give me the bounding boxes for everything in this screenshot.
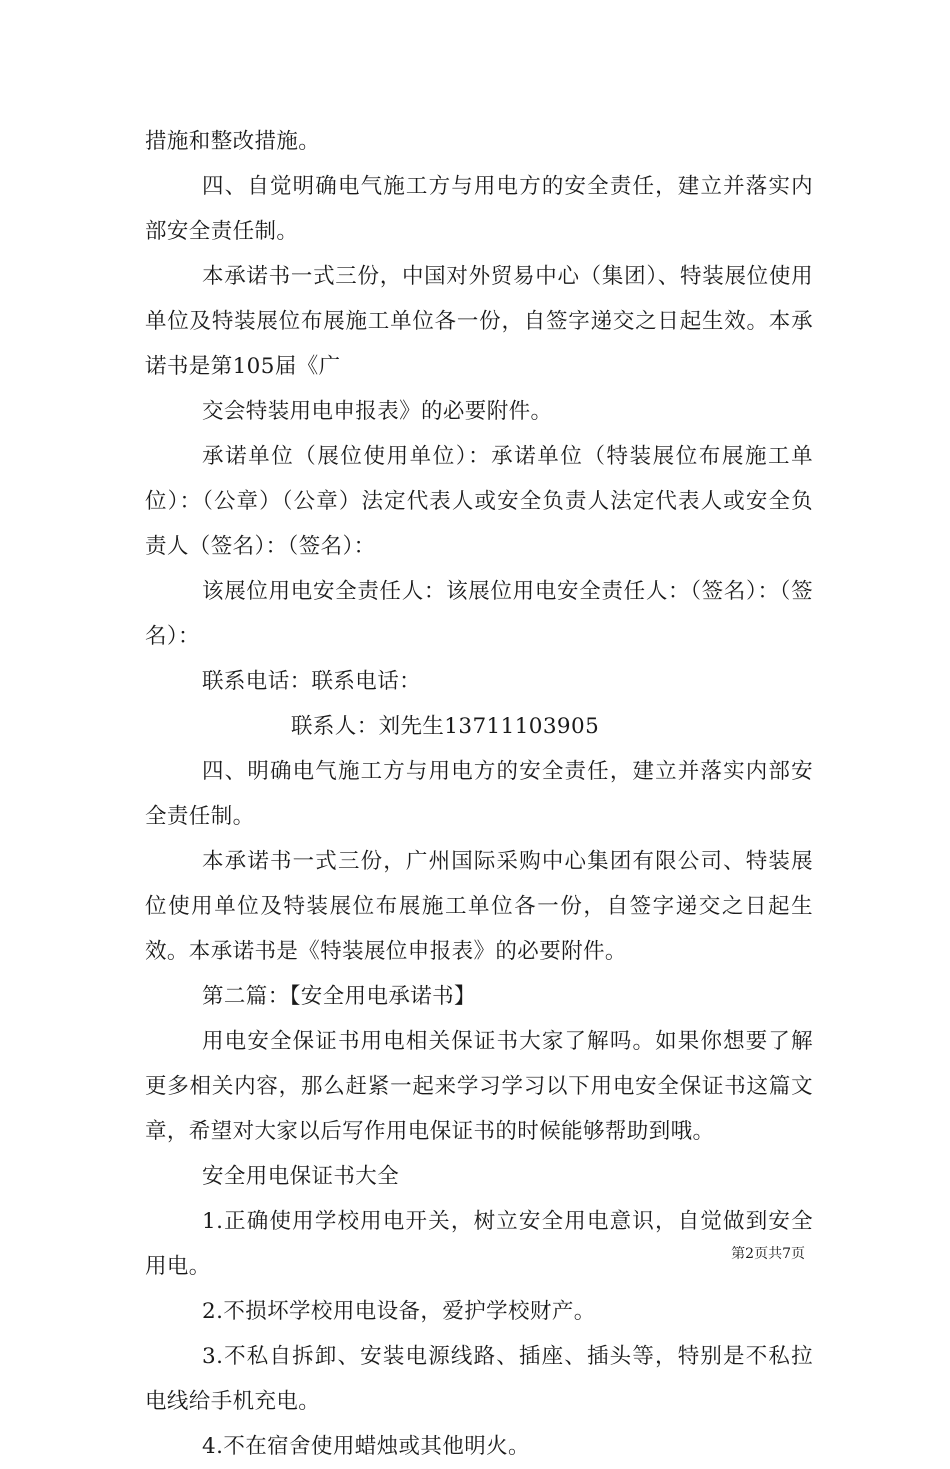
list-item-1: 1.正确使用学校用电开关，树立安全用电意识，自觉做到安全用电。 [145, 1209, 813, 1279]
paragraph-signing-units: 承诺单位（展位使用单位）：承诺单位（特装展位布展施工单位）：（公章）（公章）法定代表人或安全负责人法定代表人或安全负责人（签名）：（签名）： [145, 444, 813, 559]
paragraph-measures-end: 措施和整改措施。 [145, 129, 321, 154]
page-number: 第2页共7页 [731, 1246, 805, 1262]
list-item-4: 4.不在宿舍使用蜡烛或其他明火。 [202, 1434, 530, 1459]
paragraph-responsibility-1: 四、自觉明确电气施工方与用电方的安全责任，建立并落实内部安全责任制。 [145, 174, 813, 244]
paragraph-intro: 用电安全保证书用电相关保证书大家了解吗。如果你想要了解更多相关内容，那么赶紧一起来学习学习以下用电安全保证书这篇文章，希望对大家以后写作用电保证书的时候能够帮助到哦。 [145, 1029, 813, 1144]
paragraph-responsibility-2: 四、明确电气施工方与用电方的安全责任，建立并落实内部安全责任制。 [145, 759, 813, 829]
paragraph-copies-1-cont: 交会特装用电申报表》的必要附件。 [202, 399, 553, 424]
paragraph-copies-2: 本承诺书一式三份，广州国际采购中心集团有限公司、特装展位使用单位及特装展位布展施工单位各一份，自签字递交之日起生效。本承诺书是《特装展位申报表》的必要附件。 [145, 849, 813, 964]
list-heading: 安全用电保证书大全 [202, 1164, 400, 1189]
paragraph-phone: 联系电话：联系电话： [202, 669, 422, 694]
paragraph-contact-person: 联系人：刘先生13711103905 [291, 714, 600, 739]
list-item-3: 3.不私自拆卸、安装电源线路、插座、插头等，特别是不私拉电线给手机充电。 [145, 1344, 813, 1414]
section-heading-second: 第二篇：【安全用电承诺书】 [202, 984, 476, 1009]
document-body [145, 119, 813, 1469]
paragraph-copies-1: 本承诺书一式三份，中国对外贸易中心（集团）、特装展位使用单位及特装展位布展施工单位各一份，自签字递交之日起生效。本承诺书是第105届《广 [145, 264, 813, 379]
list-item-2: 2.不损坏学校用电设备，爱护学校财产。 [202, 1299, 596, 1324]
paragraph-safety-officer: 该展位用电安全责任人：该展位用电安全责任人：（签名）：（签名）： [145, 579, 813, 649]
